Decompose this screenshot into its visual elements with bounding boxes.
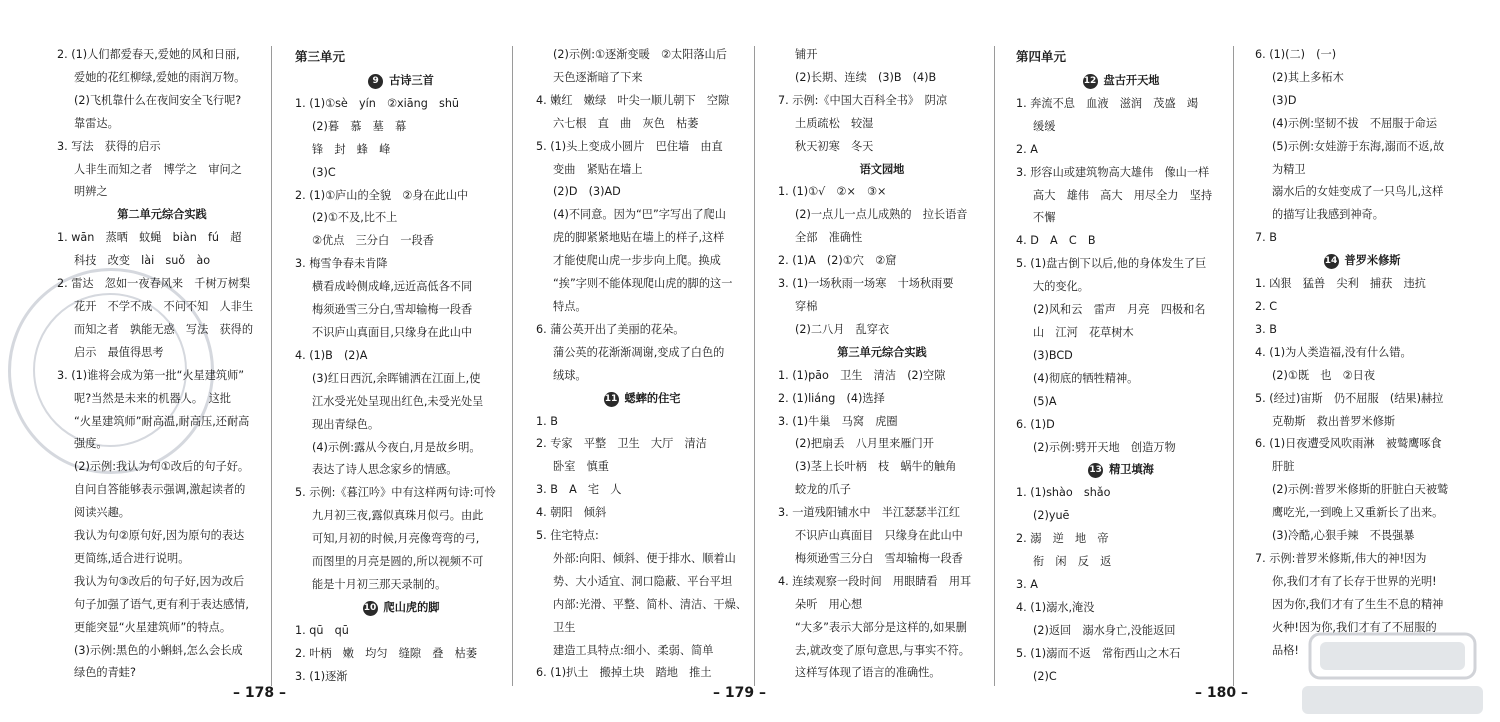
answer-line: 1. 奔流不息 血液 滋润 茂盛 竭 [1016,96,1199,110]
answer-line: 花开 不学不成 不问不知 人非生 [74,299,254,313]
answer-line: 6. (1)日夜遭受风吹雨淋 被鹫鹰啄食 [1255,437,1442,451]
answer-line: 7. 示例:普罗米修斯,伟大的神!因为 [1255,551,1427,565]
answer-line: (5)A [1033,394,1057,408]
answer-line: (2)D (3)AD [553,185,621,199]
answer-line: 明辨之 [74,185,108,199]
answer-line: 2. (1)A (2)①穴 ②窟 [778,254,897,268]
lesson-number-badge: 11 [604,392,619,407]
answer-line: 这样写体现了语言的准确性。 [795,666,941,680]
answer-line: 内部:光滑、平整、简朴、清洁、干燥、 [553,597,747,611]
answer-line: (2)示例:①逐渐变暖 ②太阳落山后 [553,48,727,61]
answer-line: 我认为句②原句好,因为原句的表达 [74,529,245,543]
answer-line: 1. (1)pāo 卫生 清洁 (2)空隙 [778,368,946,382]
answer-line: 3. B [1255,322,1277,336]
lesson-title: 蟋蟀的住宅 [624,391,681,405]
answer-line: (3)D [1272,93,1297,107]
column-divider [271,46,272,686]
answer-line: 克勒斯 救出普罗米修斯 [1272,414,1396,428]
column-5 [1016,44,1226,688]
answer-line: (2)暮 慕 墓 幕 [312,119,407,133]
answer-line: 强度。 [74,437,108,451]
answer-line: (3)冷酷,心狠手辣 不畏强暴 [1272,529,1415,543]
answer-line: (2)示例:普罗米修斯的肝脏白天被鹫 [1272,483,1449,497]
answer-line: (2)①既 也 ②日夜 [1272,368,1376,382]
answer-line: 土质疏松 较湿 [795,116,874,130]
answer-line: 去,就改变了原句意思,与事实不符。 [795,643,970,657]
column-1 [57,44,267,685]
answer-line: 4. (1)溺水,淹没 [1016,600,1095,614]
answer-line: 高大 雄伟 高大 用尽全力 坚持 [1033,188,1213,202]
answer-line: 3. 形容山或建筑物高大雄伟 像山一样 [1016,165,1210,179]
answer-line: 山 江河 花草树木 [1033,325,1134,339]
lesson-number-badge: 12 [1083,74,1098,89]
answer-line: 5. (经过)宙斯 仍不屈服 (结果)赫拉 [1255,391,1444,405]
answer-line: (2)返回 溺水身亡,没能返回 [1033,623,1176,637]
answer-line: (2)风和云 雷声 月亮 四极和名 [1033,303,1206,317]
answer-line: 4. D A C B [1016,234,1096,248]
column-4 [778,44,986,685]
answer-line: 穿棉 [795,299,818,313]
answer-line: 3. (1)逐渐 [295,669,348,683]
answer-line: 更能突显“火星建筑师”的特点。 [74,620,232,634]
answer-line: 7. 示例:《中国大百科全书》 阴凉 [778,93,948,107]
answer-line: 秋天初寒 冬天 [795,139,874,153]
answer-line: 才能使爬山虎一步步向上爬。换成 [553,254,721,268]
lesson-number-badge: 9 [368,74,383,89]
answer-line: 蛟龙的爪子 [795,483,851,497]
watermark-logo [1290,630,1495,718]
answer-line: (2)其上多柘木 [1272,70,1344,84]
section-heading: 第二单元综合实践 [117,208,207,222]
answer-line: 2. 专家 平整 卫生 大厅 清洁 [536,437,707,451]
answer-line: 自问自答能够表示强调,激起读者的 [74,483,246,497]
answer-line: 靠雷达。 [74,116,119,130]
answer-line: 火种!因为你,我们才有了不屈服的 [1272,620,1437,634]
answer-line: 不懈 [1033,211,1056,225]
answer-line: (2)长期、连续 (3)B (4)B [795,70,937,84]
answer-line: 2. 叶柄 嫩 均匀 缝隙 叠 枯萎 [295,646,478,660]
column-divider [754,46,755,686]
answer-line: (3)红日西沉,余晖铺洒在江面上,使 [312,371,481,385]
answer-line: (2)一点儿一点儿成熟的 拉长语音 [795,208,968,222]
answer-line: 卧室 慎重 [553,460,609,474]
answer-line: 4. (1)为人类造福,没有什么错。 [1255,345,1412,359]
answer-line: 九月初三夜,露似真珠月似弓。由此 [312,509,484,523]
answer-line: ②优点 三分白 一段香 [312,234,434,248]
answer-line: 品格! [1272,643,1299,657]
answer-line: 更简练,适合进行说明。 [74,551,190,565]
answer-line: 绒球。 [553,368,587,382]
answer-line: 大的变化。 [1033,280,1089,294]
section-heading: 第三单元综合实践 [837,345,927,359]
answer-line: (2)二八月 乱穿衣 [795,322,890,336]
answer-line: 2. (1)人们都爱春天,爱她的风和日丽, [57,48,240,61]
answer-line: 5. 住宅特点: [536,529,599,543]
answer-line: (2)C [1033,669,1057,683]
answer-line: 绿色的青蛙? [74,666,136,680]
answer-line: 天色逐渐暗了下来 [553,70,643,84]
answer-line: 6. (1)D [1016,417,1055,431]
answer-line: 6. (1)扒土 搬掉土块 踏地 推土 [536,666,712,680]
answer-line: 你,我们才有了长存于世界的光明! [1272,574,1437,588]
answer-line: “挨”字则不能体现爬山虎的脚的这一 [553,277,733,291]
column-divider [994,46,995,686]
answer-line: 3. 梅雪争春未肯降 [295,257,388,271]
answer-line: 1. (1)shào shǎo [1016,486,1111,500]
answer-line: 3. (1)一场秋雨一场寒 十场秋雨要 [778,277,954,291]
answer-line: 3. (1)牛巢 马窝 虎圈 [778,414,898,428]
answer-line: 鹰吃光,一到晚上又重新长了出来。 [1272,506,1444,520]
lesson-heading [295,597,507,620]
answer-line: 1. B [536,414,558,428]
answer-line: 变曲 紧贴在墙上 [553,162,643,176]
answer-line: (2)把扇丢 八月里来雁门开 [795,437,934,451]
answer-line: (3)茎上长叶柄 枝 蜗牛的触角 [795,460,957,474]
answer-line: 5. (1)盘古倒下以后,他的身体发生了巨 [1016,257,1207,271]
answer-line: 3. 写法 获得的启示 [57,139,161,153]
answer-line: 建造工具特点:细小、柔弱、简单 [553,643,714,657]
answer-line: 能是十月初三那天录制的。 [312,577,447,591]
answer-line: 呢?当然是未来的机器人。 这批 [74,391,231,405]
answer-line: 爱她的花红柳绿,爱她的雨润万物。 [74,70,246,84]
lesson-title: 普罗米修斯 [1344,254,1401,268]
answer-line: 蒲公英的花渐渐凋谢,变成了白色的 [553,345,725,359]
answer-line: 4. 嫩红 嫩绿 叶尖一顺儿朝下 空隙 [536,93,730,107]
answer-line: 2. (1)liáng (4)选择 [778,391,885,405]
answer-line: 2. 雷达 忽如一夜春风来 千树万树梨 [57,277,251,291]
answer-line: 4. 朝阳 倾斜 [536,506,607,520]
answer-line: 外部:向阳、倾斜、便于排水、顺着山 [553,551,736,565]
answer-line: 铺开 [795,48,818,61]
answer-line: 缓缓 [1033,119,1056,133]
answer-line: 朵听 用心想 [795,597,863,611]
answer-line: 4. 连续观察一段时间 用眼睛看 用耳 [778,574,972,588]
answer-line: (2)示例:我认为句①改后的句子好。 [74,460,250,474]
page-number: – 179 – [713,685,766,701]
lesson-title: 爬山虎的脚 [383,600,440,614]
answer-line: 梅须逊雪三分白 雪却输梅一段香 [795,551,963,565]
lesson-title: 盘古开天地 [1103,74,1160,87]
answer-line: (2)示例:劈开天地 创造万物 [1033,440,1176,454]
answer-line: 表达了诗人思念家乡的情感。 [312,463,458,477]
answer-line: 我认为句③改后的句子好,因为改后 [74,574,245,588]
answer-line: 6. (1)(二) (一) [1255,48,1337,61]
answer-line: (5)示例:女娃游于东海,溺而不返,故 [1272,139,1445,153]
answer-line: 1. (1)①√ ②× ③× [778,185,887,199]
answer-line: 3. (1)谁将会成为第一批“火星建筑师” [57,368,245,382]
answer-line: 现出青绿色。 [312,417,380,431]
answer-line: 六七根 直 曲 灰色 枯萎 [553,116,699,130]
lesson-heading [1255,250,1469,273]
answer-line: 因为你,我们才有了生生不息的精神 [1272,597,1444,611]
answer-line: 3. B A 宅 人 [536,483,622,497]
answer-line: 2. 溺 逆 地 帝 [1016,532,1109,546]
lesson-heading [536,388,748,411]
answer-line: 6. 蒲公英开出了美丽的花朵。 [536,322,685,336]
answer-line: 梅须逊雪三分白,雪却输梅一段香 [312,303,473,317]
answer-line: 不识庐山真面目,只缘身在此山中 [312,325,473,339]
answer-line: 人非生而知之者 博学之 审问之 [74,162,242,176]
answer-line: 5. (1)头上变成小圆片 巴住墙 由直 [536,139,723,153]
answer-line: 可知,月初的时候,月亮像弯弯的弓, [312,532,480,546]
answer-line: 卫生 [553,620,576,634]
lesson-heading [1016,459,1226,482]
unit-title: 第四单元 [1016,49,1067,64]
answer-line: 4. (1)B (2)A [295,348,368,362]
answer-line: 锋 封 蜂 峰 [312,142,391,156]
answer-line: (4)示例:坚韧不拔 不屈服于命运 [1272,116,1438,130]
lesson-title: 古诗三首 [389,74,434,87]
answer-line: 势、大小适宜、洞口隐蔽、平台平坦 [553,574,733,588]
lesson-title: 精卫填海 [1109,463,1154,477]
page-number: – 178 – [233,685,286,701]
column-2 [295,44,507,688]
answer-line: 虎的脚紧紧地贴在墙上的样子,这样 [553,231,725,245]
answer-line: 为精卫 [1272,162,1306,176]
answer-line: 1. 凶狠 猛兽 尖利 捕获 违抗 [1255,277,1426,291]
answer-line: 5. (1)溺而不返 常衔西山之木石 [1016,646,1181,660]
answer-line: (2)yuē [1033,509,1070,523]
column-3 [536,44,748,685]
answer-line: 而知之者 孰能无惑 写法 获得的 [74,322,254,336]
answer-line: “火星建筑师”耐高温,耐高压,还耐高 [74,414,250,428]
answer-line: 2. A [1016,142,1038,156]
lesson-heading [1016,70,1226,93]
lesson-number-badge: 14 [1324,254,1339,269]
answer-line: 1. (1)①sè yín ②xiāng shū [295,96,460,110]
answer-line: 2. (1)①庐山的全貌 ②身在此山中 [295,188,469,202]
section-heading: 语文园地 [859,162,905,176]
answer-line: 衔 闲 反 返 [1033,555,1112,569]
answer-line: (3)BCD [1033,348,1073,362]
answer-line: 3. 一道残阳铺水中 半江瑟瑟半江红 [778,506,961,520]
column-6 [1255,44,1469,662]
answer-line: (4)不同意。因为“巴”字写出了爬山 [553,208,726,222]
answer-line: 科技 改变 lài suǒ ào [74,254,211,268]
answer-line: 江水受光处呈现出红色,未受光处呈 [312,394,484,408]
answer-line: 溺水后的女娃变成了一只鸟儿,这样 [1272,185,1444,199]
answer-line: 2. C [1255,299,1278,313]
answer-line: (4)彻底的牺牲精神。 [1033,371,1139,385]
answer-line: 而图里的月亮是圆的,所以视频不可 [312,555,484,569]
answer-line: (2)①不及,比不上 [312,211,398,225]
column-divider [512,46,513,686]
answer-line: 7. B [1255,231,1277,245]
column-divider [1233,46,1234,686]
lesson-number-badge: 13 [1088,463,1103,478]
answer-line: 肝脏 [1272,460,1295,474]
lesson-number-badge: 10 [363,601,378,616]
answer-line: (3)示例:黑色的小蝌蚪,怎么会长成 [74,643,243,657]
answer-line: 5. 示例:《暮江吟》中有这样两句诗:可怜 [295,486,496,500]
answer-line: 不识庐山真面目 只缘身在此山中 [795,529,963,543]
answer-line: (4)示例:露从今夜白,月是故乡明。 [312,440,481,454]
answer-line: 启示 最值得思考 [74,345,164,359]
answer-line: 横看成岭侧成峰,远近高低各不同 [312,280,473,294]
answer-line: 3. A [1016,577,1038,591]
answer-line: (3)C [312,165,336,179]
answer-line: (2)飞机靠什么在夜间安全飞行呢? [74,93,242,107]
page-number: – 180 – [1195,685,1248,701]
answer-line: 特点。 [553,299,587,313]
unit-title: 第三单元 [295,49,346,64]
answer-line: 1. wān 蒸晒 蚊蝇 biàn fú 超 [57,231,242,245]
answer-line: 全部 准确性 [795,231,863,245]
answer-line: “大多”表示大部分是这样的,如果删 [795,620,967,634]
answer-line: 阅读兴趣。 [74,506,130,520]
answer-line: 1. qū qū [295,623,349,637]
answer-line: 句子加强了语气,更有利于表达感情, [74,597,249,611]
answer-line: 的描写让我感到神奇。 [1272,208,1384,222]
lesson-heading [295,70,507,93]
